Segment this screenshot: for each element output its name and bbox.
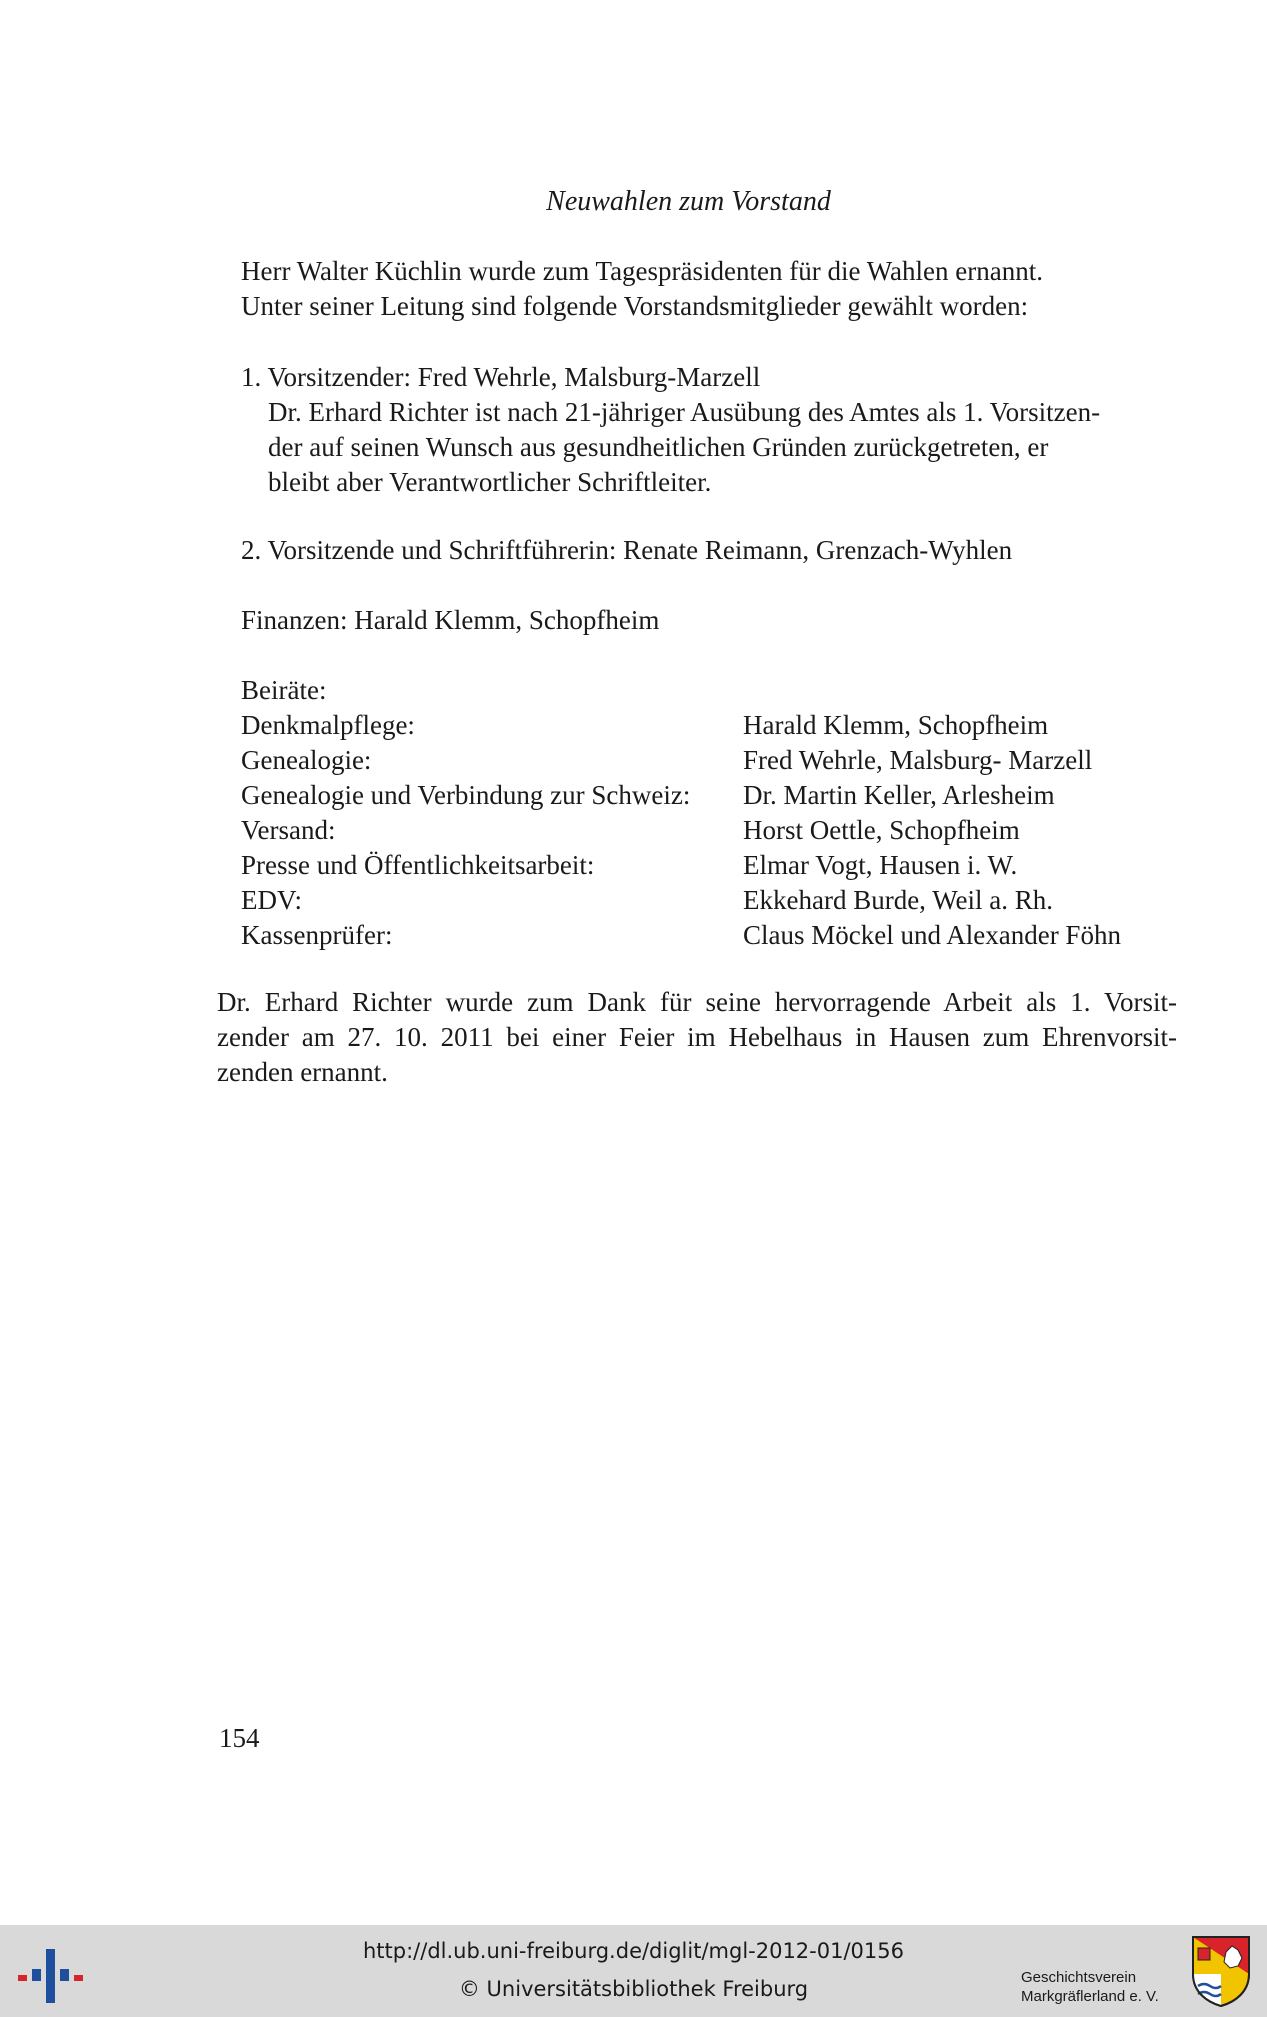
closing-line: zenden ernannt. — [217, 1057, 388, 1087]
chairman-entry — [241, 360, 1171, 500]
page-number: 154 — [219, 1723, 260, 1753]
intro-line: Herr Walter Küchlin wurde zum Tagespräsidenten für die Wahlen ernannt. — [241, 256, 1043, 286]
advisor-name: Fred Wehrle, Malsburg- Marzell — [743, 745, 1093, 775]
library-footer-bar — [0, 1925, 1267, 2017]
finance-entry: Finanzen: Harald Klemm, Schopfheim — [241, 605, 660, 635]
chairman-note-line: der auf seinen Wunsch aus gesundheitlichen Gründen zurückgetreten, er — [268, 432, 1049, 462]
running-header: Neuwahlen zum Vorstand — [546, 186, 831, 217]
closing-paragraph — [217, 985, 1177, 1090]
advisor-role: Genealogie: — [241, 745, 372, 775]
chairman-note-line: Dr. Erhard Richter ist nach 21-jähriger Ausübung des Amtes als 1. Vorsitzen- — [268, 397, 1101, 427]
table-row — [241, 813, 1171, 848]
advisor-name: Harald Klemm, Schopfheim — [743, 710, 1049, 740]
table-row — [241, 778, 1171, 813]
advisor-role: Presse und Öffentlichkeitsarbeit: — [241, 850, 595, 880]
advisor-name: Elmar Vogt, Hausen i. W. — [743, 850, 1018, 880]
coat-of-arms-icon — [1190, 1934, 1252, 2008]
chairman-note-line: bleibt aber Verantwortlicher Schriftleiter. — [268, 467, 712, 497]
chairman-heading: 1. Vorsitzender: Fred Wehrle, Malsburg-Marzell — [241, 362, 761, 392]
copyright-text: © Universitätsbibliothek Freiburg — [458, 1977, 809, 2001]
permalink-link[interactable]: http://dl.ub.uni-freiburg.de/diglit/mgl-2012-01/0156 — [362, 1939, 904, 1963]
intro-line: Unter seiner Leitung sind folgende Vorstandsmitglieder gewählt worden: — [241, 291, 1029, 321]
advisor-role: EDV: — [241, 885, 302, 915]
society-name — [1021, 1968, 1159, 2006]
advisor-name: Dr. Martin Keller, Arlesheim — [743, 780, 1055, 810]
closing-line: Dr. Erhard Richter wurde zum Dank für seine hervorragende Arbeit als 1. Vorsit- — [217, 987, 1177, 1017]
table-row — [241, 743, 1171, 778]
advisor-role: Versand: — [241, 815, 336, 845]
advisor-role: Kassenprüfer: — [241, 920, 393, 950]
advisor-role: Denkmalpflege: — [241, 710, 415, 740]
advisor-name: Ekkehard Burde, Weil a. Rh. — [743, 885, 1053, 915]
advisor-name: Claus Möckel und Alexander Föhn — [743, 920, 1121, 950]
advisor-role: Genealogie und Verbindung zur Schweiz: — [241, 780, 691, 810]
vice-chair-entry: 2. Vorsitzende und Schriftführerin: Renate Reimann, Grenzach-Wyhlen — [241, 535, 1013, 565]
intro-paragraph — [241, 254, 1141, 324]
table-row — [241, 708, 1171, 743]
table-row — [241, 918, 1171, 953]
closing-line: zender am 27. 10. 2011 bei einer Feier im Hebelhaus in Hausen zum Ehrenvorsit- — [217, 1022, 1177, 1052]
table-row — [241, 883, 1171, 918]
table-row — [241, 848, 1171, 883]
advisors-heading: Beiräte: — [241, 675, 327, 705]
advisors-table — [241, 708, 1171, 953]
society-name-line: Markgräflerland e. V. — [1021, 1988, 1159, 2005]
society-name-line: Geschichtsverein — [1021, 1969, 1137, 1986]
advisor-name: Horst Oettle, Schopfheim — [743, 815, 1020, 845]
